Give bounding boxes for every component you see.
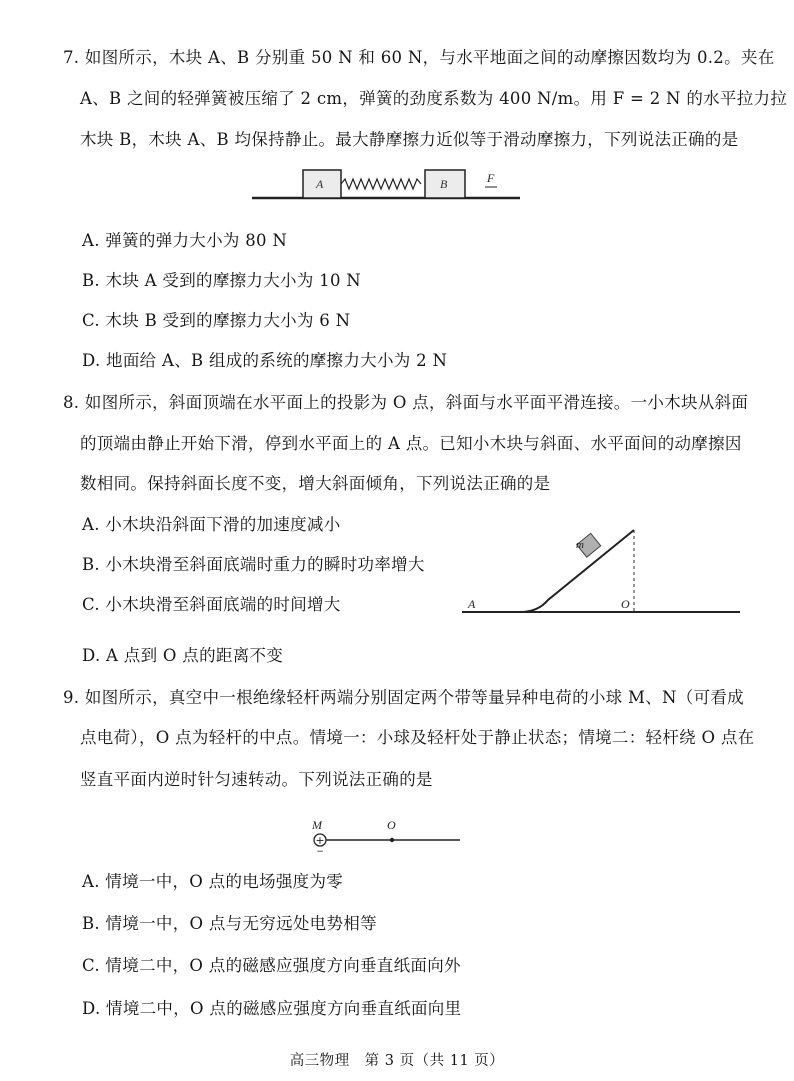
q7-label-b: B <box>440 177 448 191</box>
q8-label-o: O <box>621 597 630 611</box>
q9-label-o: O <box>387 818 396 832</box>
q8-option-d: D. A 点到 O 点的距离不变 <box>82 646 284 665</box>
q7-option-d: D. 地面给 A、B 组成的系统的摩擦力大小为 2 N <box>82 351 448 370</box>
q8-label-a: A <box>468 597 476 611</box>
q9-plus-sign: + <box>315 834 325 847</box>
q7-figure-spring-blocks <box>245 160 530 210</box>
q8-option-a: A. 小木块沿斜面下滑的加速度减小 <box>82 515 341 534</box>
q7-label-f: F <box>487 171 495 185</box>
q9-stem-line-1: 9. 如图所示，真空中一根绝缘轻杆两端分别固定两个带等量异种电荷的小球 M、N（可看成 <box>63 688 744 707</box>
q8-stem-line-3: 数相同。保持斜面长度不变，增大斜面倾角，下列说法正确的是 <box>80 474 551 493</box>
q9-label-m: M <box>312 818 322 832</box>
q7-option-a: A. 弹簧的弹力大小为 80 N <box>82 231 288 250</box>
q9-option-b: B. 情境一中，O 点与无穷远处电势相等 <box>82 914 377 933</box>
q9-midpoint-o <box>390 838 394 842</box>
q8-option-c: C. 小木块滑至斜面底端的时间增大 <box>82 595 341 614</box>
q8-label-m: m <box>576 539 584 551</box>
q8-stem-line-2: 的顶端由静止开始下滑，停到水平面上的 A 点。已知小木块与斜面、水平面间的动摩擦因 <box>80 434 742 453</box>
q8-figure-incline <box>460 520 745 620</box>
q8-stem-line-1: 8. 如图所示，斜面顶端在水平面上的投影为 O 点，斜面与水平面平滑连接。一小木块从斜面 <box>63 393 749 412</box>
q9-stem-line-3: 竖直平面内逆时针匀速转动。下列说法正确的是 <box>80 770 433 789</box>
q9-option-d: D. 情境二中，O 点的磁感应强度方向垂直纸面向里 <box>82 999 462 1018</box>
q7-stem-line-3: 木块 B，木块 A、B 均保持静止。最大静摩擦力近似等于滑动摩擦力，下列说法正确的是 <box>80 130 739 149</box>
page-footer: 高三物理 第 3 页（共 11 页） <box>289 1053 505 1069</box>
q9-figure-rod <box>305 815 465 855</box>
q7-label-a: A <box>316 177 324 191</box>
q7-spring <box>341 179 421 189</box>
q9-minus-sign: − <box>316 847 324 855</box>
q8-option-b: B. 小木块滑至斜面底端时重力的瞬时功率增大 <box>82 555 425 574</box>
q7-option-c: C. 木块 B 受到的摩擦力大小为 6 N <box>82 311 351 330</box>
q9-option-c: C. 情境二中，O 点的磁感应强度方向垂直纸面向外 <box>82 956 461 975</box>
q7-stem-line-1: 7. 如图所示，木块 A、B 分别重 50 N 和 60 N，与水平地面之间的动摩擦因数均为 0.2。夹在 <box>63 48 775 67</box>
q7-stem-line-2: A、B 之间的轻弹簧被压缩了 2 cm，弹簧的劲度系数为 400 N/m。用 F = 2 N 的水平拉力拉 <box>80 89 788 108</box>
q9-stem-line-2: 点电荷），O 点为轻杆的中点。情境一：小球及轻杆处于静止状态；情境二：轻杆绕 O 点在 <box>80 728 755 747</box>
q7-option-b: B. 木块 A 受到的摩擦力大小为 10 N <box>82 271 362 290</box>
q9-option-a: A. 情境一中，O 点的电场强度为零 <box>82 872 344 891</box>
